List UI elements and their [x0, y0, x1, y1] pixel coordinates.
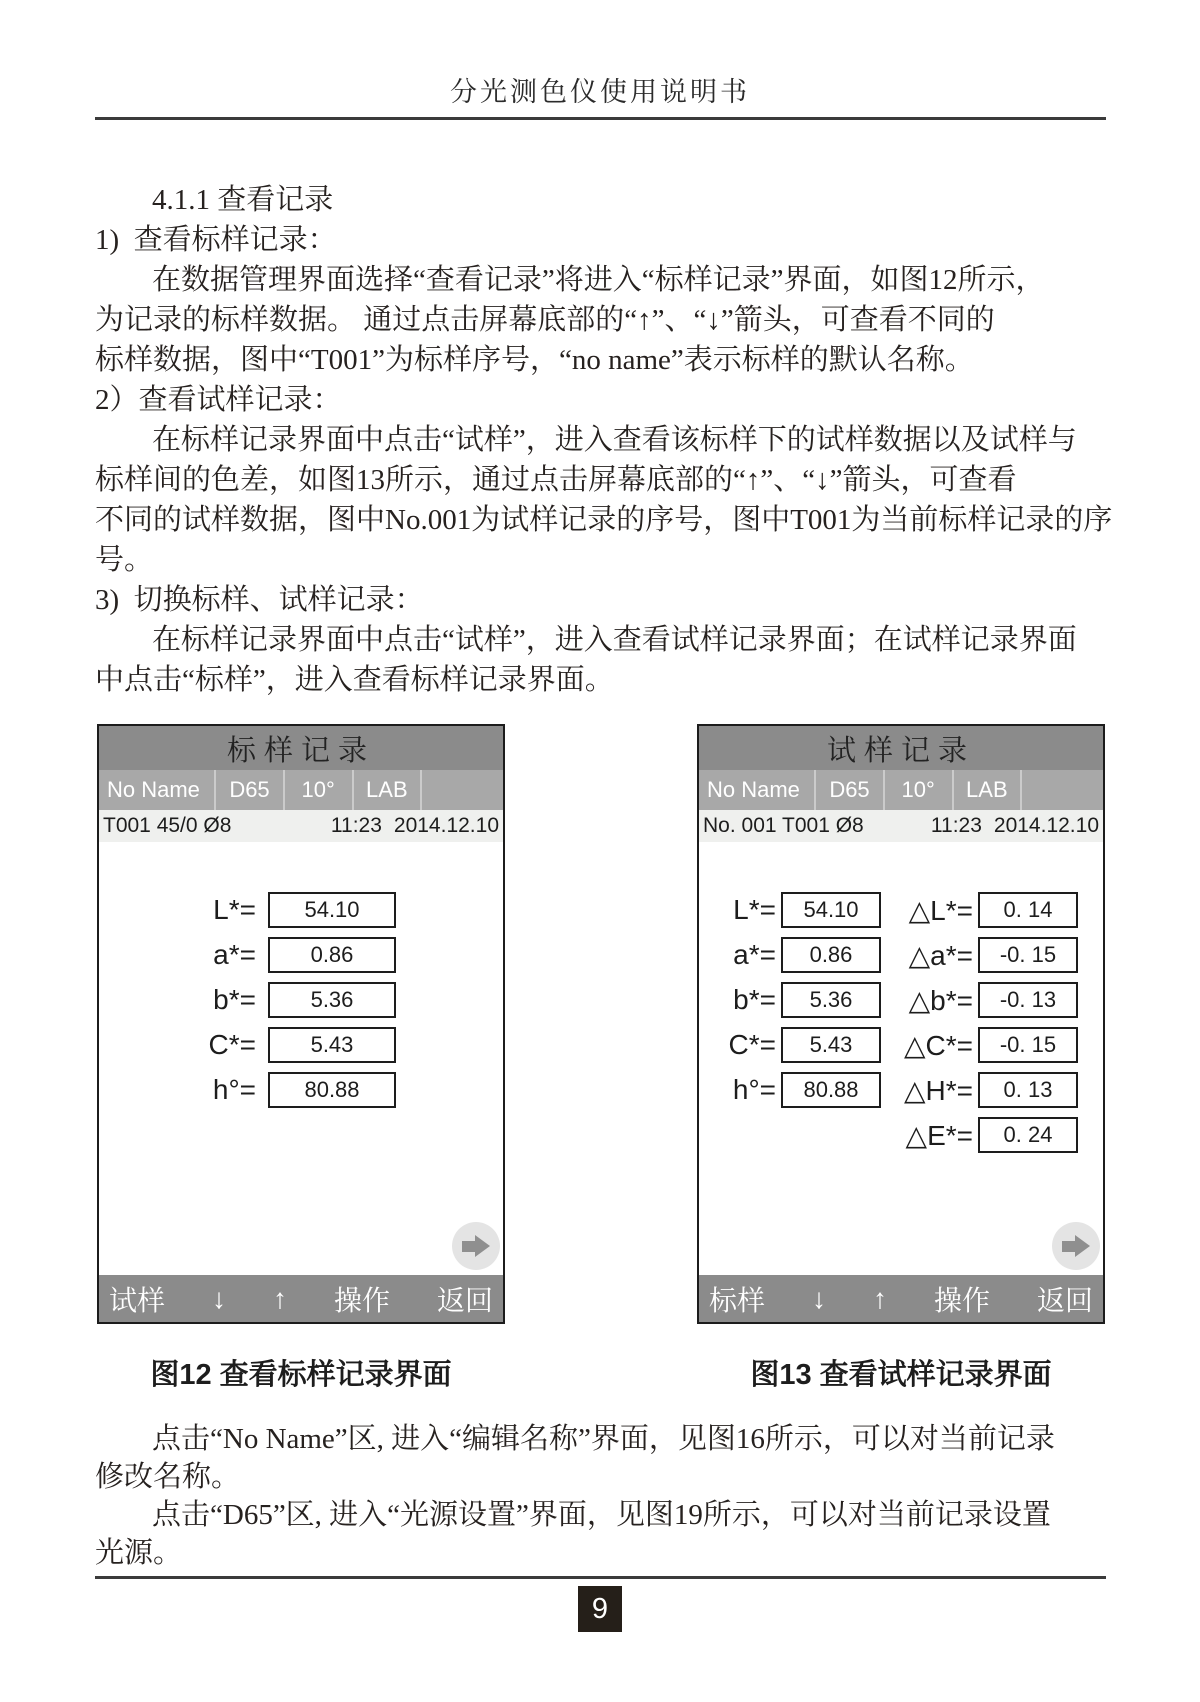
paragraph-line: 在标样记录界面中点击“试样”，进入查看该标样下的试样数据以及试样与 — [152, 424, 1077, 456]
fig13-record-info-row — [699, 810, 1103, 842]
fig13-row-a — [699, 937, 1103, 973]
fig13-record-time: 11:23 — [930, 814, 982, 837]
fig12-operate-button[interactable]: 操作 — [333, 1284, 390, 1316]
bottom-text — [95, 1420, 1106, 1572]
fig12-row-C — [99, 1027, 503, 1063]
fig12-a-label: a*= — [213, 939, 256, 970]
fig13-h-value: 80.88 — [781, 1072, 881, 1108]
paragraph-line: 修改名称。 — [95, 1461, 241, 1493]
fig13-dH-value: 0. 13 — [978, 1072, 1078, 1108]
fig13-record-id: No. 001 T001 Ø8 — [703, 814, 864, 837]
fig12-standard-record-screen — [97, 724, 505, 1324]
fig13-da-label: △a*= — [908, 939, 973, 971]
paragraph-line: 标样间的色差，如图13所示，通过点击屏幕底部的“↑”、“↓”箭头，可查看 — [95, 464, 1017, 496]
fig13-tab-colorspace[interactable]: LAB — [954, 770, 1023, 810]
fig12-record-id: T001 45/0 Ø8 — [103, 814, 232, 837]
fig13-operate-button[interactable]: 操作 — [933, 1284, 990, 1316]
fig13-tab-empty — [1022, 770, 1103, 810]
fig13-return-button[interactable]: 返回 — [1036, 1284, 1093, 1316]
fig13-dE-label: △E*= — [905, 1119, 973, 1151]
fig13-b-label: b*= — [733, 984, 776, 1015]
fig12-row-L — [99, 892, 503, 928]
fig12-tab-empty — [422, 770, 503, 810]
fig12-row-h — [99, 1072, 503, 1108]
fig13-L-value: 54.10 — [781, 892, 881, 928]
fig13-up-arrow-button[interactable]: ↑ — [872, 1282, 887, 1314]
fig13-row-h — [699, 1072, 1103, 1108]
fig12-row-b — [99, 982, 503, 1018]
fig13-bottom-bar — [699, 1275, 1103, 1322]
fig13-dH-label: △H*= — [903, 1074, 973, 1106]
fig12-L-value: 54.10 — [268, 892, 396, 928]
fig13-db-value: -0. 13 — [978, 982, 1078, 1018]
fig13-down-arrow-button[interactable]: ↓ — [812, 1282, 826, 1314]
paragraph-line: 点击“No Name”区, 进入“编辑名称”界面，见图16所示，可以对当前记录 — [152, 1423, 1055, 1455]
fig13-h-label: h°= — [732, 1074, 776, 1105]
fig12-next-arrow-button[interactable] — [452, 1222, 500, 1270]
list-item-1-heading: 1) 查看标样记录： — [95, 224, 337, 256]
fig13-screen-body — [699, 842, 1103, 1275]
fig12-L-label: L*= — [213, 894, 256, 925]
fig13-record-date: 2014.12.10 — [993, 814, 1099, 837]
list-item-2-heading: 2）查看试样记录： — [95, 384, 342, 416]
fig13-row-C — [699, 1027, 1103, 1063]
fig12-screen-title: 标样记录 — [99, 726, 503, 770]
fig12-screen-body — [99, 842, 503, 1275]
fig13-dL-value: 0. 14 — [978, 892, 1078, 928]
fig12-h-value: 80.88 — [268, 1072, 396, 1108]
paragraph-line: 中点击“标样”，进入查看标样记录界面。 — [95, 664, 614, 696]
fig13-row-L — [699, 892, 1103, 928]
fig13-dC-value: -0. 15 — [978, 1027, 1078, 1063]
paragraph-line: 点击“D65”区, 进入“光源设置”界面，见图19所示，可以对当前记录设置 — [152, 1499, 1051, 1531]
footer-divider — [95, 1576, 1106, 1579]
fig12-record-date: 2014.12.10 — [393, 814, 499, 837]
header-divider — [95, 117, 1106, 120]
page-number: 9 — [578, 1586, 622, 1632]
fig13-C-label: C*= — [728, 1029, 776, 1060]
fig13-tab-name[interactable]: No Name — [699, 770, 816, 810]
fig12-tab-bar — [99, 770, 503, 810]
fig13-dL-label: △L*= — [908, 894, 973, 926]
fig12-record-info-row — [99, 810, 503, 842]
fig13-tab-observer[interactable]: 10° — [885, 770, 954, 810]
fig12-bottom-bar — [99, 1275, 503, 1322]
fig13-standard-button[interactable]: 标样 — [709, 1284, 766, 1316]
paragraph-line: 不同的试样数据，图中No.001为试样记录的序号，图中T001为当前标样记录的序 — [95, 504, 1113, 536]
fig13-da-value: -0. 15 — [978, 937, 1078, 973]
fig13-test-record-screen — [697, 724, 1105, 1324]
fig13-b-value: 5.36 — [781, 982, 881, 1018]
fig12-up-arrow-button[interactable]: ↑ — [272, 1282, 287, 1314]
fig12-row-a — [99, 937, 503, 973]
fig12-tab-illuminant[interactable]: D65 — [216, 770, 285, 810]
paragraph-line: 在数据管理界面选择“查看记录”将进入“标样记录”界面，如图12所示， — [152, 264, 1045, 296]
fig13-C-value: 5.43 — [781, 1027, 881, 1063]
fig13-db-label: △b*= — [908, 984, 973, 1016]
paragraph-line: 标样数据，图中“T001”为标样序号，“no name”表示标样的默认名称。 — [95, 344, 974, 376]
fig12-caption: 图12 查看标样记录界面 — [150, 1359, 452, 1391]
section-heading: 4.1.1 查看记录 — [152, 184, 334, 216]
fig12-C-value: 5.43 — [268, 1027, 396, 1063]
fig13-row-dE — [699, 1117, 1103, 1153]
fig12-return-button[interactable]: 返回 — [436, 1284, 493, 1316]
fig13-dC-label: △C*= — [903, 1029, 973, 1061]
fig13-row-b — [699, 982, 1103, 1018]
list-item-3-heading: 3) 切换标样、试样记录： — [95, 584, 424, 616]
paragraph-line: 为记录的标样数据。 通过点击屏幕底部的“↑”、“↓”箭头，可查看不同的 — [95, 304, 995, 336]
body-text — [95, 180, 1113, 700]
fig12-tab-observer[interactable]: 10° — [285, 770, 354, 810]
paragraph-line: 光源。 — [95, 1537, 183, 1569]
fig12-C-label: C*= — [208, 1029, 256, 1060]
paragraph-line: 在标样记录界面中点击“试样”，进入查看试样记录界面；在试样记录界面 — [152, 624, 1077, 656]
paragraph-line: 号。 — [95, 544, 154, 576]
fig12-b-label: b*= — [213, 984, 256, 1015]
fig12-down-arrow-button[interactable]: ↓ — [212, 1282, 226, 1314]
fig12-h-label: h°= — [212, 1074, 256, 1105]
fig13-dE-value: 0. 24 — [978, 1117, 1078, 1153]
fig13-a-label: a*= — [733, 939, 776, 970]
fig13-a-value: 0.86 — [781, 937, 881, 973]
document-title: 分光测色仪使用说明书 — [450, 77, 750, 107]
fig13-L-label: L*= — [733, 894, 776, 925]
fig12-tab-name[interactable]: No Name — [99, 770, 216, 810]
fig13-screen-title: 试样记录 — [699, 726, 1103, 770]
right-arrow-icon — [1062, 1235, 1090, 1257]
right-arrow-icon — [462, 1235, 490, 1257]
fig12-record-time: 11:23 — [330, 814, 382, 837]
fig12-b-value: 5.36 — [268, 982, 396, 1018]
fig12-sample-button[interactable]: 试样 — [109, 1284, 166, 1316]
fig12-a-value: 0.86 — [268, 937, 396, 973]
fig13-next-arrow-button[interactable] — [1052, 1222, 1100, 1270]
fig12-tab-colorspace[interactable]: LAB — [354, 770, 423, 810]
fig13-tab-illuminant[interactable]: D65 — [816, 770, 885, 810]
fig13-tab-bar — [699, 770, 1103, 810]
fig13-caption: 图13 查看试样记录界面 — [750, 1359, 1052, 1391]
